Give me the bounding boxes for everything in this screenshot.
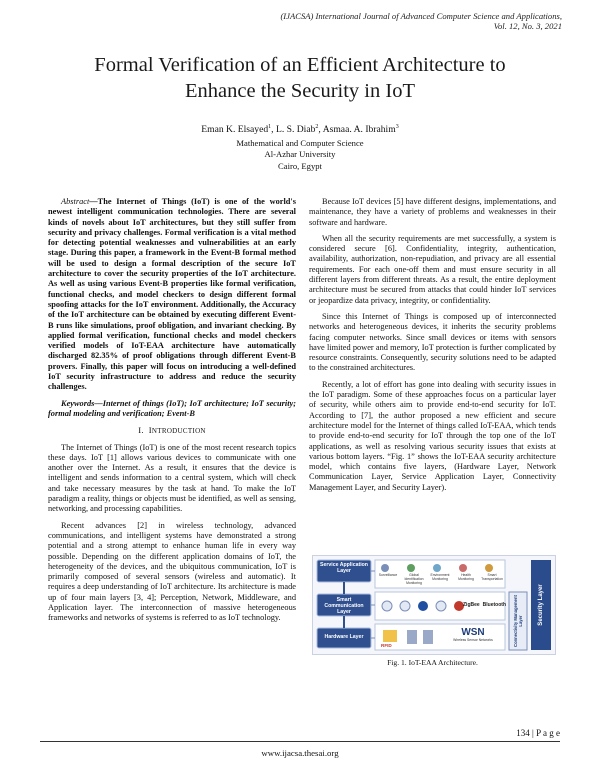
page-number: 134 | P a g e: [516, 728, 560, 738]
wifi-icon: [400, 601, 410, 611]
network-icon: [382, 601, 392, 611]
smart-layer-label: Smart Communication Layer: [324, 597, 364, 615]
journal-name: (IJACSA) International Journal of Advanced Computer Science and Applications,: [280, 11, 562, 21]
author-mark: 3: [395, 124, 399, 130]
wsn-sub-label: Wireless Sensor Networks: [453, 638, 493, 642]
globe-icon: [407, 564, 415, 572]
device-icon: [407, 630, 417, 644]
section-title-rest: NTRODUCTION: [151, 427, 206, 436]
author-name: Asmaa. A. Ibrahim: [322, 124, 396, 136]
sensor-icon: [423, 630, 433, 644]
transport-icon: [485, 564, 493, 572]
architecture-figure: [312, 555, 556, 655]
app-label: Health Monitoring: [458, 573, 474, 581]
architecture-diagram: [313, 556, 555, 654]
title-line-2: Enhance the Security in IoT: [185, 80, 415, 102]
section-number: I.: [138, 425, 144, 436]
health-icon: [459, 564, 467, 572]
affiliation-city: Cairo, Egypt: [278, 160, 322, 171]
right-column: [309, 197, 556, 499]
rfid-icon: [383, 630, 397, 642]
journal-volume: Vol. 12, No. 3, 2021: [493, 21, 562, 31]
abstract: [48, 197, 296, 393]
zigbee-label: ZigBee: [463, 602, 480, 608]
wsn-label: WSN: [461, 627, 485, 638]
rfid-label: RFID: [381, 643, 392, 648]
app-label: Smart Transportation: [481, 573, 503, 581]
author-name: L. S. Diab: [275, 124, 316, 136]
bluetooth-icon: [418, 601, 428, 611]
paragraph: When all the security requirements are met successfully, a system is considered secure [6]. Confidentiality, integrity, authentication, availability, authorization, non-repudiation, and privacy are all essential requirements. For each one-off them and must ensure security in all different layers from different threats. As a result, the entire deployment architecture must be secured from attacks that could hinder IoT services or jeopardize data privacy, integrity, or confidentiality.: [309, 233, 556, 305]
paragraph: Because IoT devices [5] have different designs, implementations, and maintenance, they have a variety of problems and weaknesses in their software and hardware.: [309, 197, 556, 227]
section-title-initial: I: [148, 425, 152, 436]
surveillance-icon: [381, 564, 389, 572]
connectivity-layer-label: Connectivity Management Layer: [513, 595, 523, 647]
paragraph: Since this Internet of Things is composed up of interconnected networks and heterogeneous devices, it inherits the security problems facing computer networks. Since small devices or items with sensors have limited power and memory, IoT protection is further complicated by resource constraints. Consequently, security solutions need to be adapted to the constrained architectures.: [309, 311, 556, 373]
paragraph: Recent advances [2] in wireless technology, advanced communications, and intelligent systems have demonstrated a strong potential and a strong attempt to enhance human life in every way possible. Depending on the different application domains of IoT, the heterogeneity of the devices, and the ubiquitous communication, IoT is primarily composed of several sensors (wireless and automatic). It requires a deep understanding of IoT architecture. Its architecture is made up of four main layers [3, 4]; Perception, Network, Middleware, and Application layer. The interconnection of massive heterogeneous frameworks and networks of systems is referred to as IoT technology.: [48, 520, 296, 623]
figure-caption: Fig. 1. IoT-EAA Architecture.: [387, 658, 478, 667]
app-label: Environment Monitoring: [430, 573, 450, 581]
paragraph: The Internet of Things (IoT) is one of the most recent research topics these days. IoT [1] allows various devices to communicate with one another over the Internet. As a result, it ensures that the device is intelligent and sends information to a central system, which will check and take necessary measures by the task at hand. To make the IoT paradigm a reality, things or objects must be identified, as well as sensing, networking, and processing capabilities.: [48, 442, 296, 514]
title-line-1: Formal Verification of an Efficient Architecture to: [94, 54, 506, 76]
affiliation-dept: Mathematical and Computer Science: [236, 138, 364, 148]
cellular-icon: [436, 601, 446, 611]
service-layer-label: Service Application Layer: [320, 562, 368, 574]
keywords: Keywords—Internet of things (IoT); IoT architecture; IoT security; formal modeling and verification; Event-B: [48, 398, 296, 418]
author-name: Eman K. Elsayed: [201, 124, 269, 136]
left-column: [48, 197, 296, 630]
paper-title: [40, 52, 560, 104]
affiliation: [40, 138, 560, 172]
bluetooth-label: Bluetooth: [482, 602, 506, 608]
paragraph: Recently, a lot of effort has gone into dealing with security issues in the IoT paradigm. Some of these approaches focus on a particular layer of security, while others aim to provide end-to-end security for IoT. According to [7], the author proposed a new efficient and secure architecture model for the Internet of things called IoT-EAA, which tends to provide end-to-end security for IoT through the top one of the IoT applications, as well as resolving various security issues that exists at various bottom layers. “Fig. 1” shows the IoT-EAA security architecture model, which contains five layers, (Hardware Layer, Network Communication Layer, Service Application Layer, Connectivity Management Layer, and Security Layer).: [309, 379, 556, 492]
app-label: Global Identification Monitoring: [404, 573, 424, 585]
footer-url[interactable]: www.ijacsa.thesai.org: [261, 748, 339, 758]
journal-header: [280, 11, 562, 31]
footer-divider: [40, 741, 560, 742]
section-heading: [48, 425, 296, 436]
affiliation-university: Al-Azhar University: [264, 149, 336, 160]
abstract-text: —The Internet of Things (IoT) is one of the world's newest intelligent communication technologies. There are several kinds of novels about IoT architectures, but they still suffer from security and privacy challenges. Formal verification is a vital method for detecting potential weaknesses and vulnerabilities at an early stage. During this paper, a framework in the Event-B formal method will be used to design a formal description of the secure IoT architecture to cover the security properties of the IoT architecture. As well as using various Event-B properties like formal verification, functional checks, and model checkers to design different formal spoofing attacks for the IoT environment. Additionally, the Accuracy of the IoT architecture can be obtained by executing different Event-B runs like simulations, proof obligation, and invariant checking. By applied formal verification, functional checks and model checkers verified models of IoT-EAA architecture have automatically discharged 82.35% of proof obligations through different Event-B provers. Finally, this paper will focus on introducing a well-defined IoT security infrastructure to address and reduce the security challenges.: [48, 197, 296, 392]
author-list: Eman K. Elsayed$^1$, L. S. Diab$^2$, Asmaa. A. Ibrahim$^3$: [201, 124, 399, 136]
hardware-layer-label: Hardware Layer: [324, 634, 364, 640]
author-mark: 1: [268, 124, 272, 130]
security-layer-label: Security Layer: [538, 584, 544, 626]
app-label: Surveillance: [378, 573, 398, 577]
environment-icon: [433, 564, 441, 572]
abstract-lead: Abstract: [61, 197, 90, 206]
author-mark: 2: [315, 124, 319, 130]
